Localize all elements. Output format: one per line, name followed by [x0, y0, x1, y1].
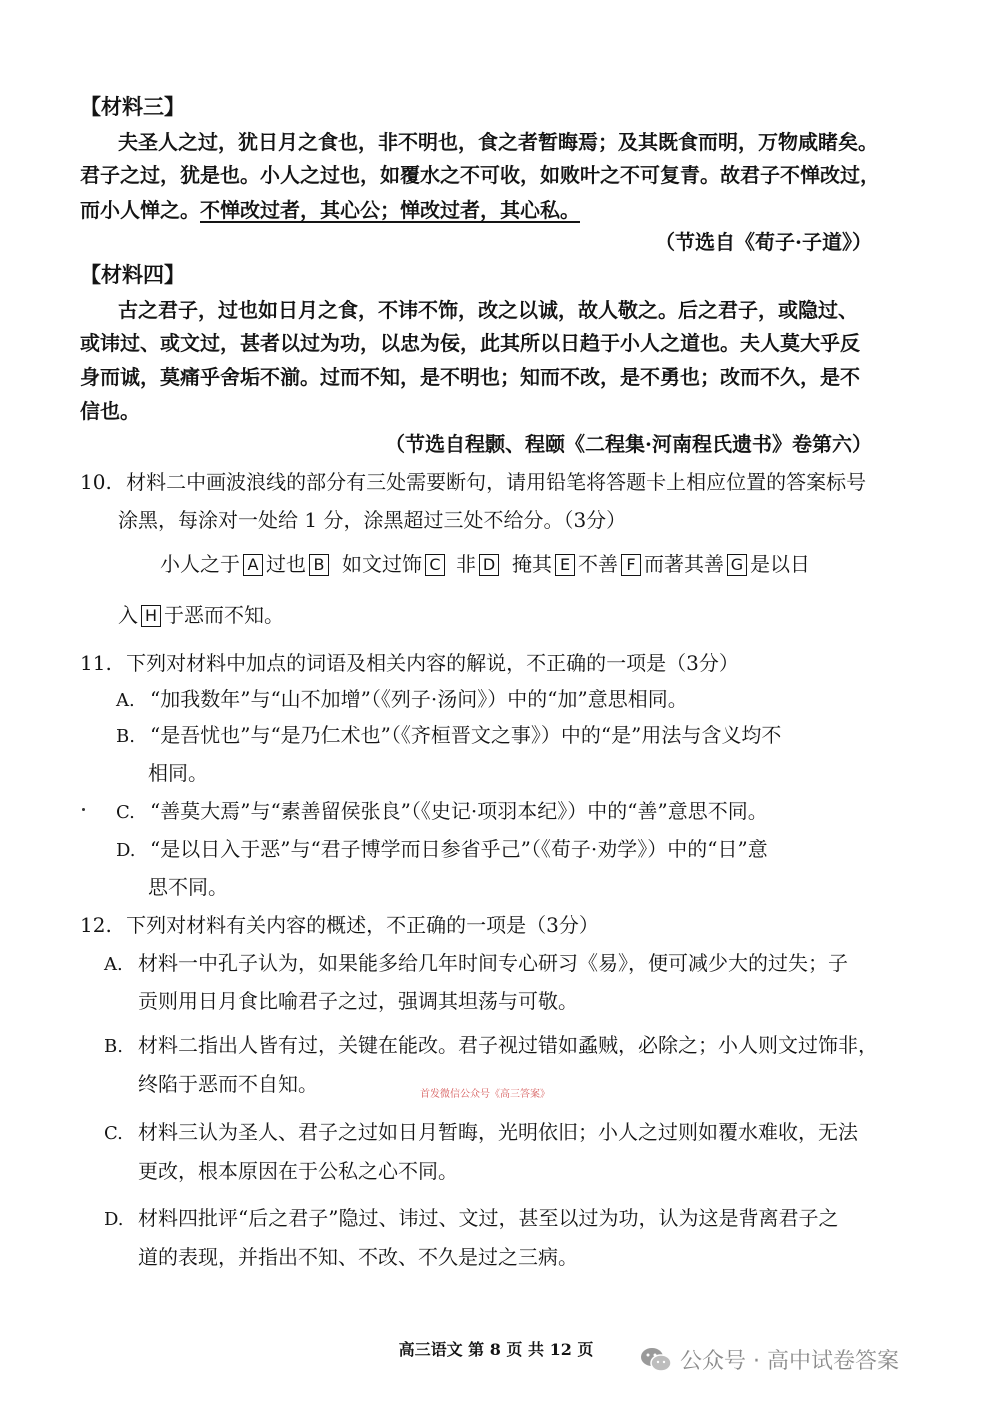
- option-letter: D.: [116, 840, 136, 861]
- scan-speck: [82, 808, 85, 811]
- q12-option-b-cont: 终陷于恶而不自知。: [138, 1072, 318, 1096]
- option-letter: A.: [104, 954, 123, 975]
- q11-option-d[interactable]: [116, 837, 768, 863]
- question-11: [80, 651, 739, 675]
- sentence-segment: 而著其善: [644, 552, 724, 576]
- q12-option-a-cont: 贡则用日月食比喻君子之过，强调其坦荡与可敬。: [138, 989, 578, 1013]
- watermark: [640, 1344, 899, 1375]
- option-letter: B.: [104, 1036, 123, 1057]
- q12-option-c[interactable]: [104, 1120, 858, 1146]
- option-letter: A.: [116, 690, 135, 711]
- q11-option-b[interactable]: [116, 723, 781, 749]
- option-text: “加我数年”与“山不加增”（《列子·汤问》）中的“加”意思相同。: [150, 687, 688, 711]
- sentence-segment: 入: [118, 603, 138, 627]
- sentence-segment: 如文过饰: [342, 552, 422, 576]
- option-text: 材料二指出人皆有过，关键在能改。君子视过错如蟊贼，必除之；小人则文过饰非，: [138, 1033, 878, 1057]
- option-letter: C.: [104, 1123, 123, 1144]
- sentence-segment: 掩其: [512, 552, 552, 576]
- option-letter: D.: [104, 1209, 124, 1230]
- material3-title: 【材料三】: [80, 94, 185, 119]
- q12-option-d[interactable]: [104, 1206, 838, 1232]
- question-12-stem: 下列对材料有关内容的概述，不正确的一项是（3分）: [126, 913, 599, 937]
- sentence-segment: 非: [456, 552, 476, 576]
- material3-underlined-sentence: 不惮改过者，其心公；惮改过者，其心私。: [200, 198, 580, 222]
- sentence-segment: 过也: [266, 552, 306, 576]
- answer-box-c[interactable]: C: [425, 554, 445, 576]
- question-number: 11.: [80, 651, 112, 675]
- answer-box-d[interactable]: D: [479, 554, 499, 576]
- question-10-line2: 涂黑，每涂对一处给 1 分，涂黑超过三处不给分。（3分）: [118, 508, 627, 532]
- option-text: “善莫大焉”与“素善留侯张良”（《史记·项羽本纪》）中的“善”意思不同。: [150, 799, 768, 823]
- material4-title: 【材料四】: [80, 262, 185, 287]
- option-text: 材料三认为圣人、君子之过如日月暂晦，光明依旧；小人之过则如覆水难收，无法: [138, 1120, 858, 1144]
- answer-box-e[interactable]: E: [555, 554, 575, 576]
- q11-option-d-cont: 思不同。: [148, 875, 228, 899]
- page-footer: 高三语文 第 8 页 共 12 页: [398, 1340, 594, 1359]
- sentence-segment: 小人之于: [160, 552, 240, 576]
- material3-line1: 夫圣人之过，犹日月之食也，非不明也，食之者暂晦焉；及其既食而明，万物咸睹矣。: [118, 130, 878, 154]
- material4-line3: 身而诚，莫痛乎舍垢不湔。过而不知，是不明也；知而不改，是不勇也；改而不久，是不: [80, 365, 860, 389]
- q12-option-d-cont: 道的表现，并指出不知、不改、不久是过之三病。: [138, 1245, 578, 1269]
- material3-source: （节选自《荀子·子道》）: [655, 230, 872, 254]
- answer-box-a[interactable]: A: [243, 554, 263, 576]
- wechat-icon: [640, 1346, 672, 1374]
- question-10: [80, 470, 866, 494]
- punctuation-sentence: [160, 552, 810, 576]
- material4-line1: 古之君子，过也如日月之食，不讳不饰，改之以诚，故人敬之。后之君子，或隐过、: [118, 298, 858, 322]
- option-text: 材料四批评“后之君子”隐过、讳过、文过，甚至以过为功，认为这是背离君子之: [138, 1206, 839, 1230]
- material3-line3-prefix: 而小人惮之。: [80, 198, 200, 222]
- sentence-segment: 于恶而不知。: [164, 603, 284, 627]
- q11-option-a[interactable]: [116, 687, 688, 713]
- question-number: 12.: [80, 913, 112, 937]
- option-letter: C.: [116, 802, 135, 823]
- q11-option-b-cont: 相同。: [148, 761, 208, 785]
- sentence-segment: 不善: [578, 552, 618, 576]
- answer-box-h[interactable]: H: [141, 605, 161, 627]
- material3-line3: [80, 198, 580, 222]
- question-12: [80, 913, 599, 937]
- q12-option-a[interactable]: [104, 951, 848, 977]
- material4-source: （节选自程颢、程颐《二程集·河南程氏遗书》卷第六）: [385, 432, 872, 456]
- q12-option-c-cont: 更改，根本原因在于公私之心不同。: [138, 1159, 458, 1183]
- answer-box-f[interactable]: F: [621, 554, 641, 576]
- material4-line4: 信也。: [80, 399, 140, 423]
- q12-option-b[interactable]: [104, 1033, 878, 1059]
- option-text: “是以日入于恶”与“君子博学而日参省乎己”（《荀子·劝学》）中的“日”意: [150, 837, 768, 861]
- answer-box-b[interactable]: B: [309, 554, 329, 576]
- material4-line2: 或讳过、或文过，甚者以过为功，以忠为佞，此其所以日趋于小人之道也。夫人莫大乎反: [80, 331, 860, 355]
- q11-option-c[interactable]: [116, 799, 768, 825]
- watermark-text: 公众号 · 高中试卷答案: [680, 1349, 899, 1374]
- question-number: 10.: [80, 470, 112, 494]
- option-text: “是吾忧也”与“是乃仁术也”（《齐桓晋文之事》）中的“是”用法与含义均不: [150, 723, 782, 747]
- question-10-line1: 材料二中画波浪线的部分有三处需要断句，请用铅笔将答题卡上相应位置的答案标号: [126, 470, 867, 494]
- option-letter: B.: [116, 726, 135, 747]
- punctuation-sentence-tail: [118, 603, 284, 627]
- sentence-segment: 是以日: [750, 552, 810, 576]
- material3-line2: 君子之过，犹是也。小人之过也，如覆水之不可收，如败叶之不可复青。故君子不惮改过，: [80, 163, 880, 187]
- source-stamp: 首发微信公众号《高三答案》: [420, 1089, 550, 1100]
- answer-box-g[interactable]: G: [727, 554, 747, 576]
- option-text: 材料一中孔子认为，如果能多给几年时间专心研习《易》，便可减少大的过失；子: [138, 951, 848, 975]
- question-11-stem: 下列对材料中加点的词语及相关内容的解说，不正确的一项是（3分）: [126, 651, 739, 675]
